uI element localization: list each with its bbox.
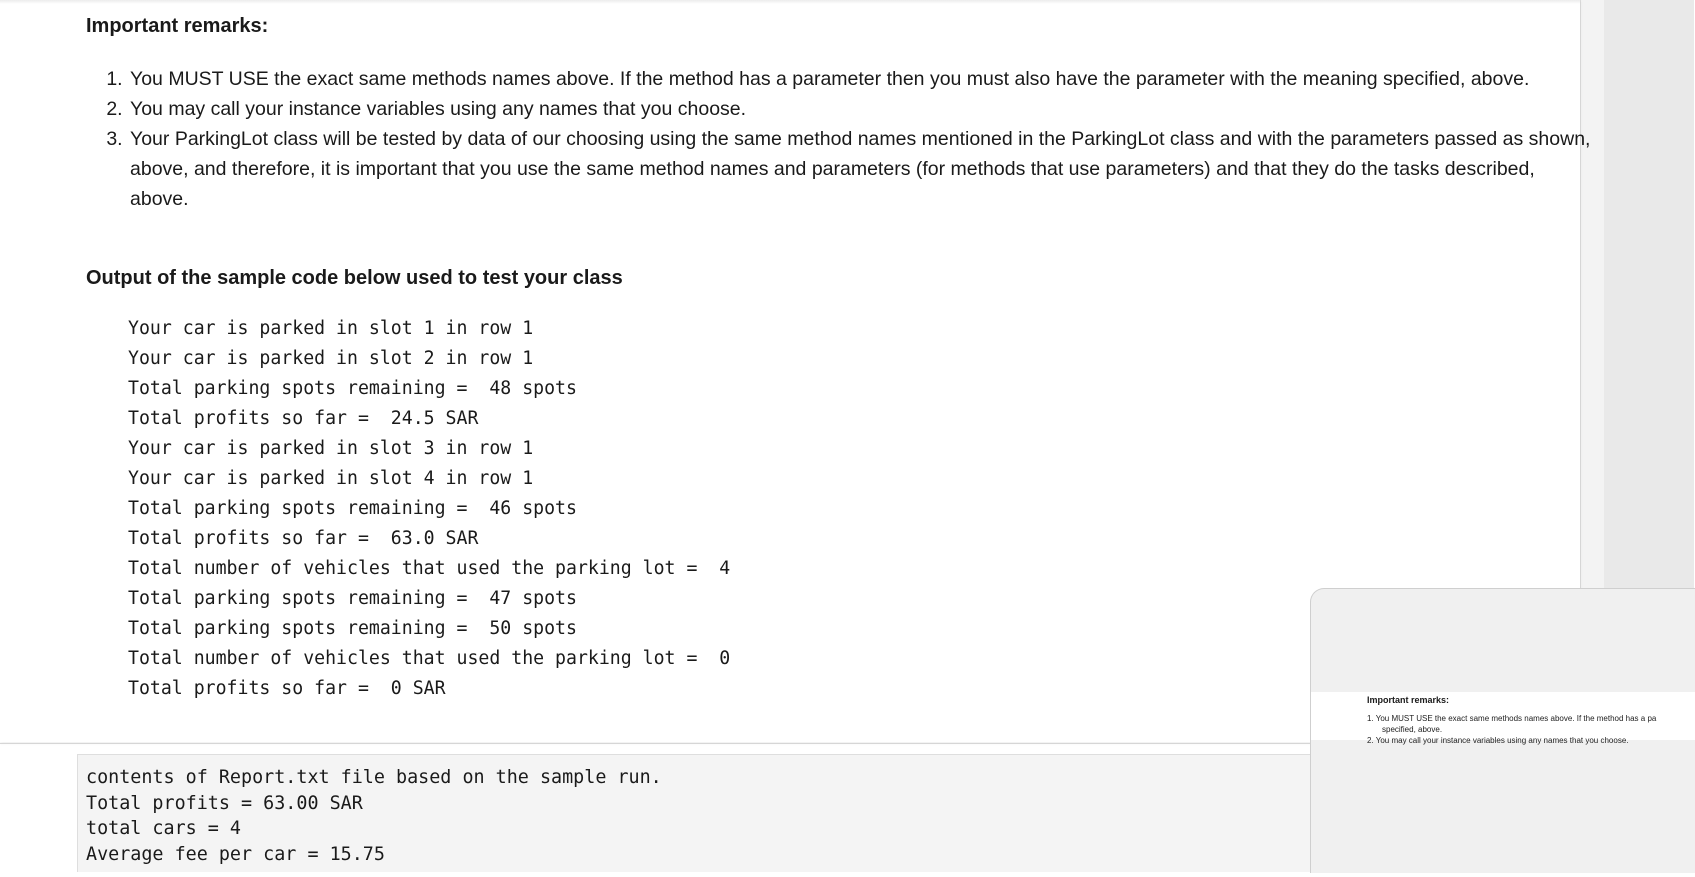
output-line: Your car is parked in slot 1 in row 1 [128,318,534,339]
preview-title: Important remarks: [1367,695,1450,705]
output-line: Total parking spots remaining = 50 spots [128,618,577,639]
output-line: Total number of vehicles that used the parking lot = 4 [128,558,731,579]
report-code-block [77,754,1317,872]
output-line: Total profits so far = 63.0 SAR [128,528,479,549]
preview-line: 2. You may call your instance variables using any names that you choose. [1367,736,1629,745]
output-line: Total profits so far = 0 SAR [128,678,446,699]
output-line: Your car is parked in slot 2 in row 1 [128,348,534,369]
preview-thumbnail[interactable] [1311,692,1695,745]
output-line: Total number of vehicles that used the parking lot = 0 [128,648,731,669]
remark-item-2: 2. You may call your instance variables using any names that you choose. [128,94,1598,124]
report-line: Total profits = 63.00 SAR [86,792,363,814]
top-shadow [0,0,1580,4]
output-line: Total profits so far = 24.5 SAR [128,408,479,429]
report-line: Average fee per car = 15.75 [86,843,385,865]
preview-line: 1. You MUST USE the exact same methods names above. If the method has a pa [1367,714,1657,723]
remarks-heading: Important remarks: [86,15,269,37]
remark-item-1: 1. You MUST USE the exact same methods names above. If the method has a parameter then you must also have the parameter with the meaning specified, above. [128,64,1598,94]
sample-output-block [128,314,730,704]
output-line: Your car is parked in slot 3 in row 1 [128,438,534,459]
report-line: total cars = 4 [86,818,242,839]
remarks-list [86,64,1598,214]
output-line: Your car is parked in slot 4 in row 1 [128,468,534,489]
output-line: Total parking spots remaining = 47 spots [128,588,577,609]
output-heading: Output of the sample code below used to test your class [86,267,623,289]
output-line: Total parking spots remaining = 46 spots [128,498,577,519]
remark-item-3: 3. Your ParkingLot class will be tested by data of our choosing using the same method names mentioned in the ParkingLot class and with the parameters passed as shown, above, and therefore, it is important that you use the same method names and parameters (for methods that use parameters) and that they do the tasks described, above. [128,124,1598,214]
preview-popup[interactable] [1310,588,1695,873]
output-line: Total parking spots remaining = 48 spots [128,378,577,399]
preview-line: specified, above. [1382,725,1443,734]
report-line: contents of Report.txt file based on the sample run. [86,767,662,788]
